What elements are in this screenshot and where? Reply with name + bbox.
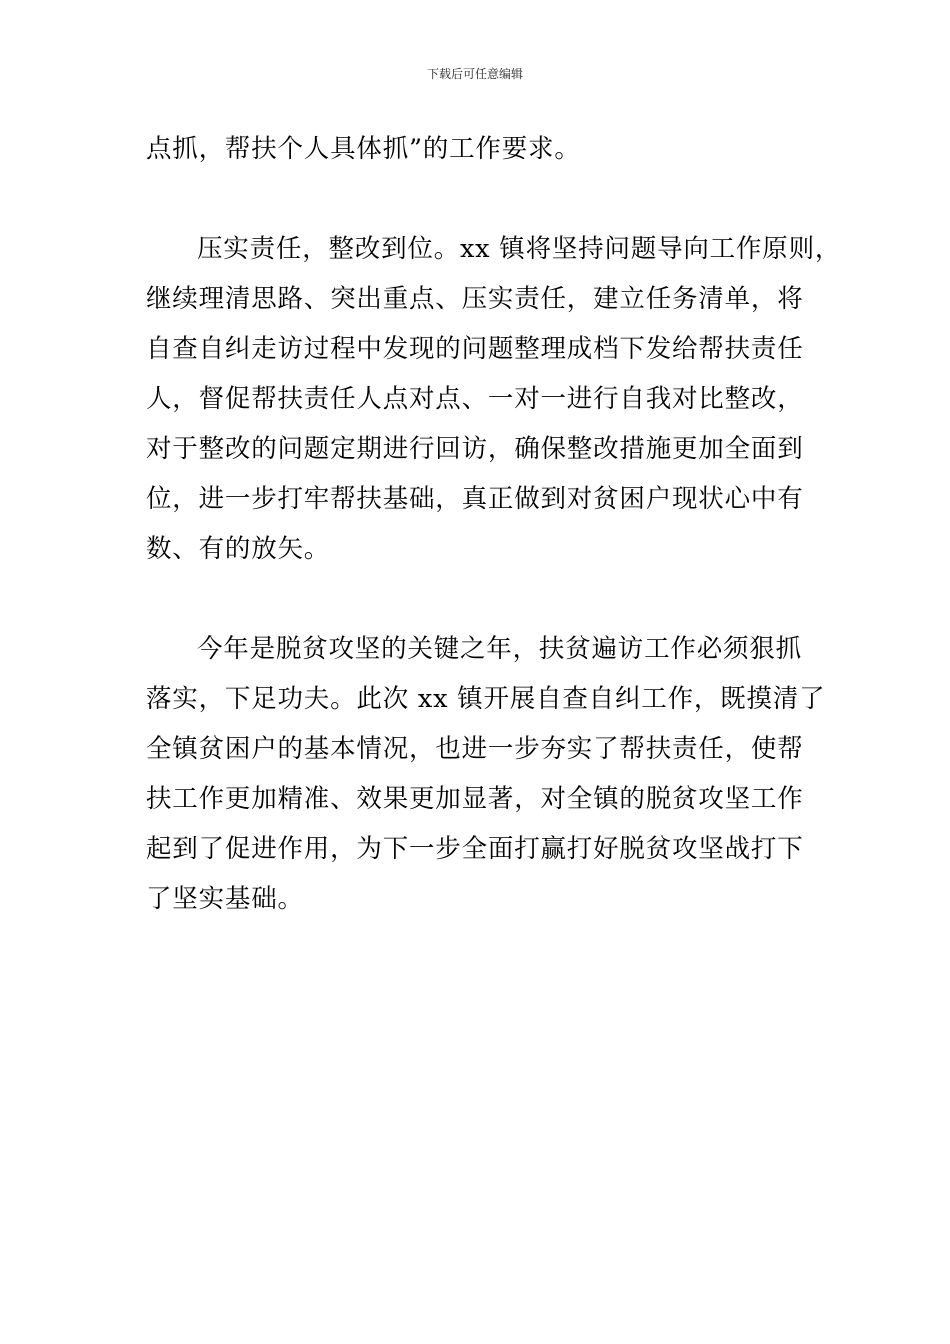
paragraph-gap xyxy=(146,174,826,224)
paragraph-line: 自查自纠走访过程中发现的问题整理成档下发给帮扶责任 xyxy=(146,334,804,364)
paragraph-gap xyxy=(146,574,826,624)
paragraph-line: 人，督促帮扶责任人点对点、一对一进行自我对比整改， xyxy=(146,384,804,414)
document-body xyxy=(146,124,842,924)
paragraph-line: 对于整改的问题定期进行回访，确保整改措施更加全面到 xyxy=(146,434,804,464)
paragraph-line: 数、有的放矢。 xyxy=(146,534,331,564)
paragraph-line: 起到了促进作用，为下一步全面打赢打好脱贫攻坚战打下 xyxy=(146,834,804,864)
paragraph-rectification xyxy=(146,224,842,574)
paragraph-line: 全镇贫困户的基本情况，也进一步夯实了帮扶责任，使帮 xyxy=(146,734,804,764)
paragraph-line: 位，进一步打牢帮扶基础，真正做到对贫困户现状心中有 xyxy=(146,484,804,514)
paragraph-line: 落实，下足功夫。此次 xx 镇开展自查自纠工作，既摸清了 xyxy=(146,684,826,714)
page-header-note: 下载后可任意编辑 xyxy=(426,67,523,81)
paragraph-line: 扶工作更加精准、效果更加显著，对全镇的脱贫攻坚工作 xyxy=(146,784,804,814)
paragraph-line: 今年是脱贫攻坚的关键之年，扶贫遍访工作必须狠抓 xyxy=(197,634,802,664)
paragraph-continuation xyxy=(146,124,826,174)
paragraph-conclusion xyxy=(146,624,826,924)
paragraph-line: 压实责任，整改到位。xx 镇将坚持问题导向工作原则， xyxy=(197,234,842,264)
paragraph-line: 点抓，帮扶个人具体抓”的工作要求。 xyxy=(146,134,581,164)
paragraph-line: 继续理清思路、突出重点、压实责任，建立任务清单，将 xyxy=(146,284,804,314)
paragraph-line: 了坚实基础。 xyxy=(146,884,304,914)
